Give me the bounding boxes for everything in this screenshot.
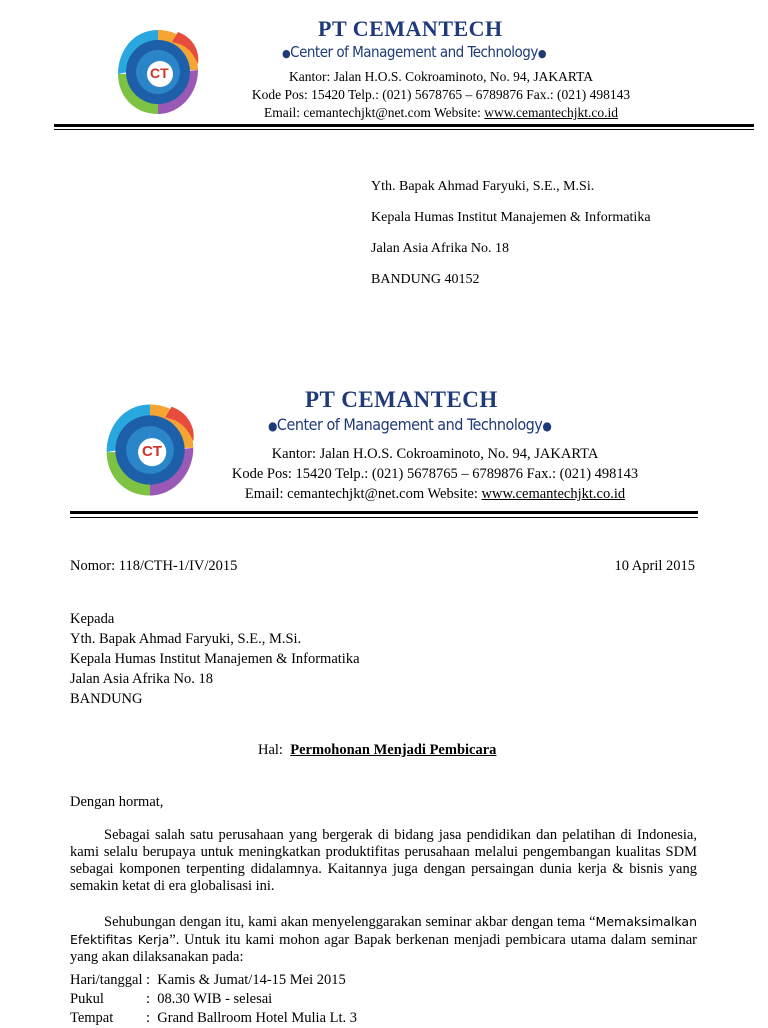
letterhead-rule-thin: [54, 129, 754, 130]
envelope-line: Yth. Bapak Ahmad Faryuki, S.E., M.Si.: [371, 179, 595, 194]
website-link[interactable]: www.cemantechjkt.co.id: [481, 486, 626, 502]
letterhead-rule-thick: [70, 511, 698, 514]
bullet-icon: ●: [282, 47, 291, 60]
office-address: Kantor: Jalan H.O.S. Cokroaminoto, No. 94, JAKARTA: [288, 69, 594, 84]
letter-number: Nomor: 118/CTH-1/IV/2015: [70, 558, 238, 574]
email-line: [210, 484, 660, 504]
letterhead-rule-thin: [70, 517, 698, 518]
paragraph-2-text-b: ”. Untuk itu kami mohon agar Bapak berkenan menjadi pembicara utama dalam seminar yang akan dilaksanakan pada:: [70, 932, 697, 965]
email-line: [236, 104, 646, 122]
detail-label: Tempat: [70, 1010, 114, 1026]
detail-sep: :: [146, 972, 151, 988]
recipient-line: BANDUNG: [70, 691, 143, 707]
seminar-theme: Memaksimalkan Efektifitas Kerja: [70, 914, 697, 947]
logo-text: CT: [142, 443, 162, 460]
letterhead-contact: [236, 68, 646, 122]
subject-label: Hal:: [258, 742, 283, 758]
bullet-icon: ●: [268, 419, 277, 433]
letterhead-contact: [210, 444, 660, 504]
company-tagline: [268, 415, 551, 434]
letter-date: 10 April 2015: [614, 558, 695, 574]
company-name: PT CEMANTECH: [305, 387, 498, 412]
logo-text: CT: [150, 65, 169, 81]
email-label: Email: cemantechjkt@net.com Website:: [244, 486, 478, 502]
website-link[interactable]: www.cemantechjkt.co.id: [484, 105, 618, 120]
bullet-icon: ●: [537, 47, 546, 60]
office-address: Kantor: Jalan H.O.S. Cokroaminoto, No. 94, JAKARTA: [271, 446, 599, 462]
company-logo: [112, 24, 204, 120]
recipient-line: Kepala Humas Institut Manajemen & Informatika: [70, 651, 360, 667]
envelope-line: Jalan Asia Afrika No. 18: [371, 241, 510, 256]
envelope-line: BANDUNG 40152: [371, 272, 480, 287]
envelope-line: Kepala Humas Institut Manajemen & Informatika: [371, 210, 651, 225]
detail-value: Kamis & Jumat/14-15 Mei 2015: [157, 972, 346, 988]
phone-line: Kode Pos: 15420 Telp.: (021) 5678765 – 6789876 Fax.: (021) 498143: [251, 87, 631, 102]
recipient-line: Kepada: [70, 611, 115, 627]
phone-line: Kode Pos: 15420 Telp.: (021) 5678765 – 6789876 Fax.: (021) 498143: [231, 466, 639, 482]
letterhead-rule-thick: [54, 124, 754, 127]
tagline-text: Center of Management and Technology: [276, 415, 543, 434]
recipient-block: [70, 609, 360, 709]
detail-row: [70, 971, 357, 990]
company-name: PT CEMANTECH: [318, 16, 503, 41]
detail-row: [70, 1009, 357, 1028]
detail-sep: :: [146, 1010, 151, 1026]
detail-row: [70, 990, 357, 1009]
paragraph-1-text: Sebagai salah satu perusahaan yang bergerak di bidang jasa pendidikan dan pelatihan di Indonesia, kami selalu berupaya untuk meningkatkan produktifitas perusahaan melalui pengembangan kualitas SDM sebagai komponen terpenting didalamnya. Kaitannya juga dengan persaingan dunia kerja & bisnis yang semakin ketat di era globalisasi ini.: [70, 827, 697, 894]
paragraph-1: [70, 827, 697, 895]
detail-value: Grand Ballroom Hotel Mulia Lt. 3: [157, 1010, 358, 1026]
paragraph-2-text-a: Sehubungan dengan itu, kami akan menyelenggarakan seminar akbar dengan tema “: [104, 914, 596, 930]
company-tagline: [282, 43, 546, 61]
salutation: Dengan hormat,: [70, 794, 164, 810]
recipient-line: Jalan Asia Afrika No. 18: [70, 671, 213, 687]
paragraph-2: [70, 913, 697, 966]
bullet-icon: ●: [542, 419, 552, 433]
detail-value: 08.30 WIB - selesai: [157, 991, 273, 1007]
subject-text: Permohonan Menjadi Pembicara: [290, 742, 497, 758]
envelope-address: [371, 171, 651, 295]
detail-sep: :: [146, 991, 151, 1007]
email-label: Email: cemantechjkt@net.com Website:: [264, 105, 481, 120]
tagline-text: Center of Management and Technology: [290, 43, 538, 61]
detail-label: Pukul: [70, 991, 104, 1007]
detail-label: Hari/tanggal: [70, 972, 143, 988]
recipient-line: Yth. Bapak Ahmad Faryuki, S.E., M.Si.: [70, 631, 302, 647]
event-details: [70, 971, 357, 1028]
company-logo: [100, 398, 200, 502]
subject-line: [258, 740, 496, 760]
